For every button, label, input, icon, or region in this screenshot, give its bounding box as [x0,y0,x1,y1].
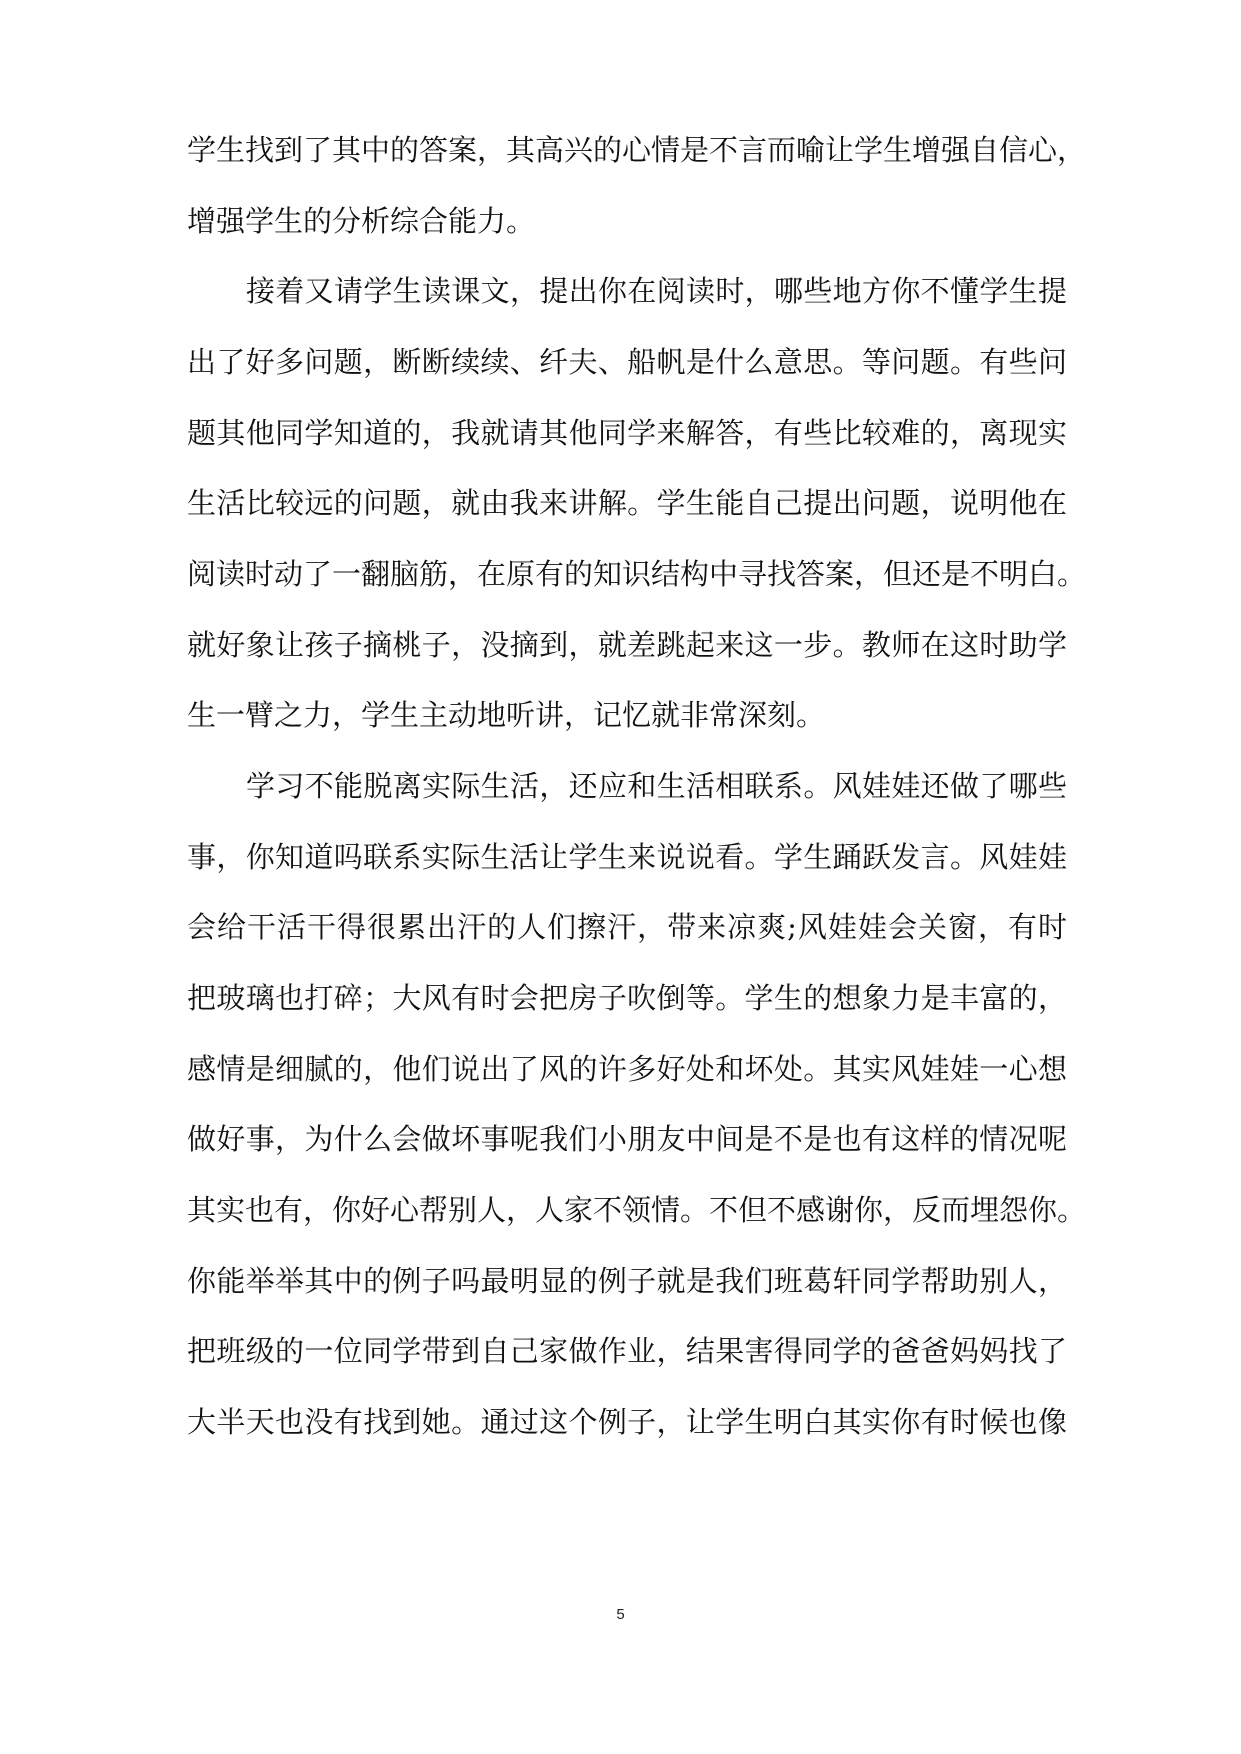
text-line: 学生找到了其中的答案，其高兴的心情是不言而喻让学生增强自信心， [187,133,1087,167]
text-line: 你能举举其中的例子吗最明显的例子就是我们班葛轩同学帮助别人， [187,1264,1067,1298]
text-line: 把班级的一位同学带到自己家做作业，结果害得同学的爸爸妈妈找了 [187,1334,1067,1368]
text-line: 生一臂之力，学生主动地听讲，记忆就非常深刻。 [187,698,826,732]
text-line: 生活比较远的问题，就由我来讲解。学生能自己提出问题，说明他在 [187,486,1067,520]
text-line: 阅读时动了一翻脑筋，在原有的知识结构中寻找答案，但还是不明白。 [187,557,1087,591]
text-line: 出了好多问题，断断续续、纤夫、船帆是什么意思。等问题。有些问 [187,345,1067,379]
page-number: 5 [616,1606,625,1623]
text-line: 感情是细腻的，他们说出了风的许多好处和坏处。其实风娃娃一心想 [187,1052,1067,1086]
text-line: 增强学生的分析综合能力。 [187,204,536,238]
text-line: 就好象让孩子摘桃子，没摘到，就差跳起来这一步。教师在这时助学 [187,628,1067,662]
text-line: 其实也有，你好心帮别人，人家不领情。不但不感谢你，反而埋怨你。 [187,1193,1087,1227]
text-line: 做好事，为什么会做坏事呢我们小朋友中间是不是也有这样的情况呢 [187,1122,1067,1156]
text-line: 题其他同学知道的，我就请其他同学来解答，有些比较难的，离现实 [187,416,1067,450]
text-line: 学习不能脱离实际生活，还应和生活相联系。风娃娃还做了哪些 [246,769,1067,803]
text-line: 把玻璃也打碎；大风有时会把房子吹倒等。学生的想象力是丰富的， [187,981,1067,1015]
text-line: 大半天也没有找到她。通过这个例子，让学生明白其实你有时候也像 [187,1405,1067,1439]
text-line: 事，你知道吗联系实际生活让学生来说说看。学生踊跃发言。风娃娃 [187,840,1067,874]
text-line: 接着又请学生读课文，提出你在阅读时，哪些地方你不懂学生提 [246,274,1067,308]
text-line: 会给干活干得很累出汗的人们擦汗，带来凉爽;风娃娃会关窗，有时 [187,910,1067,944]
